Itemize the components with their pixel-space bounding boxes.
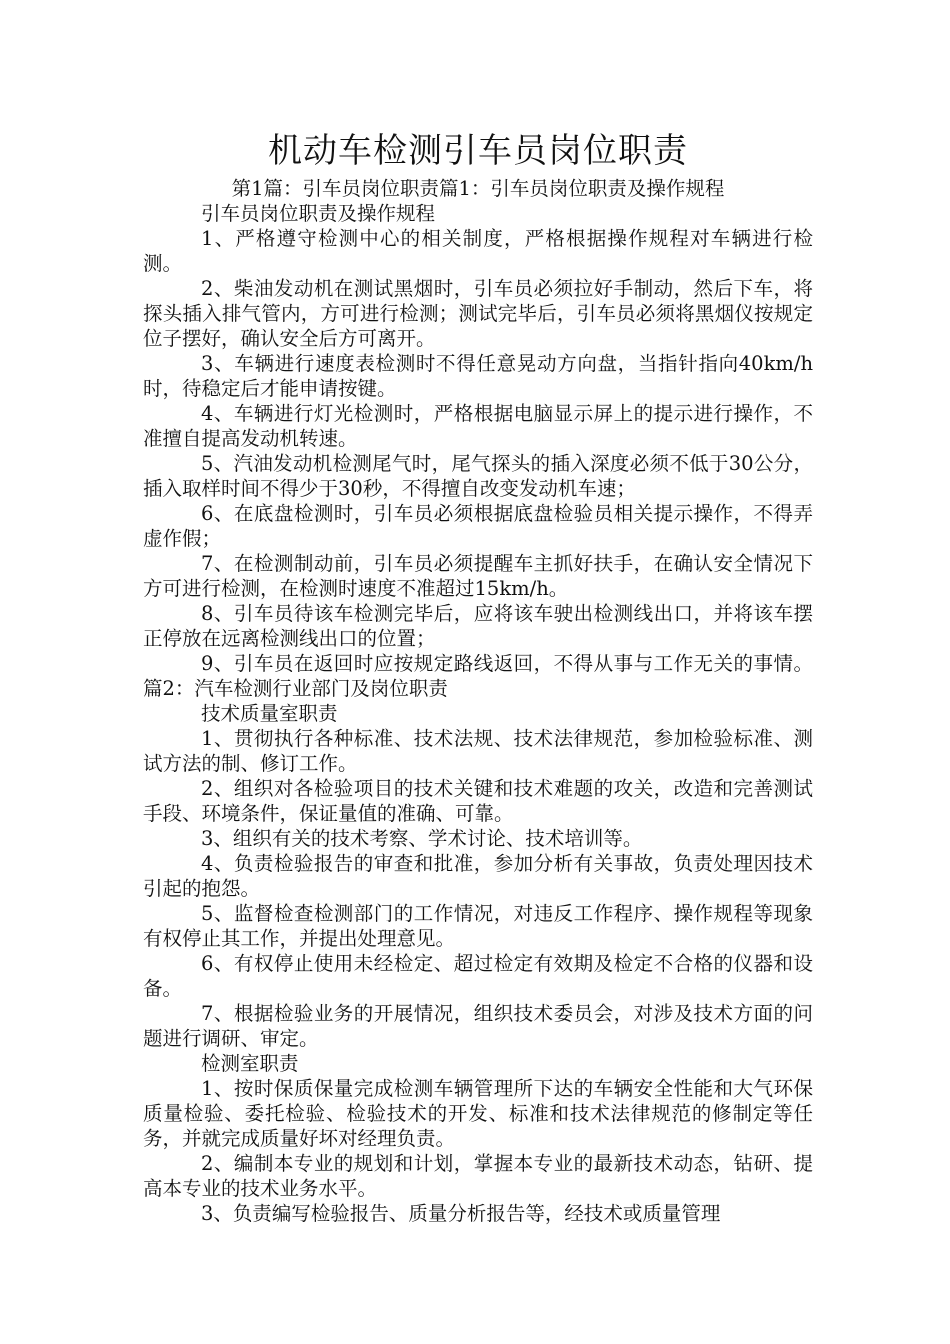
section3-heading: 检测室职责 [201,1052,299,1075]
document-subtitle: 第1篇：引车员岗位职责篇1：引车员岗位职责及操作规程 [231,177,725,200]
section2-paragraph-5: 5、监督检查检测部门的工作情况，对违反工作程序、操作规程等现象有权停止其工作，并提出处理意见。 [143,902,813,950]
document-page [143,128,813,1226]
section2-paragraph-1: 1、贯彻执行各种标准、技术法规、技术法律规范，参加检验标准、测试方法的制、修订工作。 [143,727,813,775]
section2-heading: 技术质量室职责 [201,702,338,725]
section2-paragraph-3: 3、组织有关的技术考察、学术讨论、技术培训等。 [201,827,643,850]
paragraph-3: 3、车辆进行速度表检测时不得任意晃动方向盘，当指针指向40km/h时，待稳定后才能申请按键。 [143,352,813,400]
section2-paragraph-7: 7、根据检验业务的开展情况，组织技术委员会，对涉及技术方面的问题进行调研、审定。 [143,1002,813,1050]
section3-paragraph-3: 3、负责编写检验报告、质量分析报告等，经技术或质量管理 [201,1202,721,1225]
paragraph-5: 5、汽油发动机检测尾气时，尾气探头的插入深度必须不低于30公分，插入取样时间不得少于30秒，不得擅自改变发动机车速； [143,452,813,500]
paragraph-1: 1、严格遵守检测中心的相关制度，严格根据操作规程对车辆进行检测。 [143,227,813,275]
section3-paragraph-2: 2、编制本专业的规划和计划，掌握本专业的最新技术动态，钻研、提高本专业的技术业务水平。 [143,1152,813,1200]
section2-paragraph-4: 4、负责检验报告的审查和批准，参加分析有关事故，负责处理因技术引起的抱怨。 [143,852,813,900]
paragraph-9: 9、引车员在返回时应按规定路线返回，不得从事与工作无关的事情。 篇2：汽车检测行业部门及岗位职责 [143,652,813,700]
paragraph-2: 2、柴油发动机在测试黑烟时，引车员必须拉好手制动，然后下车，将探头插入排气管内，方可进行检测；测试完毕后，引车员必须将黑烟仪按规定位子摆好，确认安全后方可离开。 [143,277,813,350]
section-heading: 引车员岗位职责及操作规程 [201,202,436,225]
document-title: 机动车检测引车员岗位职责 [268,131,688,171]
section2-paragraph-6: 6、有权停止使用未经检定、超过检定有效期及检定不合格的仪器和设备。 [143,952,813,1000]
paragraph-8: 8、引车员待该车检测完毕后，应将该车驶出检测线出口，并将该车摆正停放在远离检测线出口的位置； [143,602,813,650]
section2-paragraph-2: 2、组织对各检验项目的技术关键和技术难题的攻关，改造和完善测试手段、环境条件，保证量值的准确、可靠。 [143,777,813,825]
paragraph-6: 6、在底盘检测时，引车员必须根据底盘检验员相关提示操作，不得弄虚作假； [143,502,813,550]
section3-paragraph-1: 1、按时保质保量完成检测车辆管理所下达的车辆安全性能和大气环保质量检验、委托检验、检验技术的开发、标准和技术法律规范的修制定等任务，并就完成质量好坏对经理负责。 [143,1077,813,1150]
paragraph-7: 7、在检测制动前，引车员必须提醒车主抓好扶手，在确认安全情况下方可进行检测，在检测时速度不准超过15km/h。 [143,552,813,600]
paragraph-4: 4、车辆进行灯光检测时，严格根据电脑显示屏上的提示进行操作，不准擅自提高发动机转速。 [143,402,813,450]
